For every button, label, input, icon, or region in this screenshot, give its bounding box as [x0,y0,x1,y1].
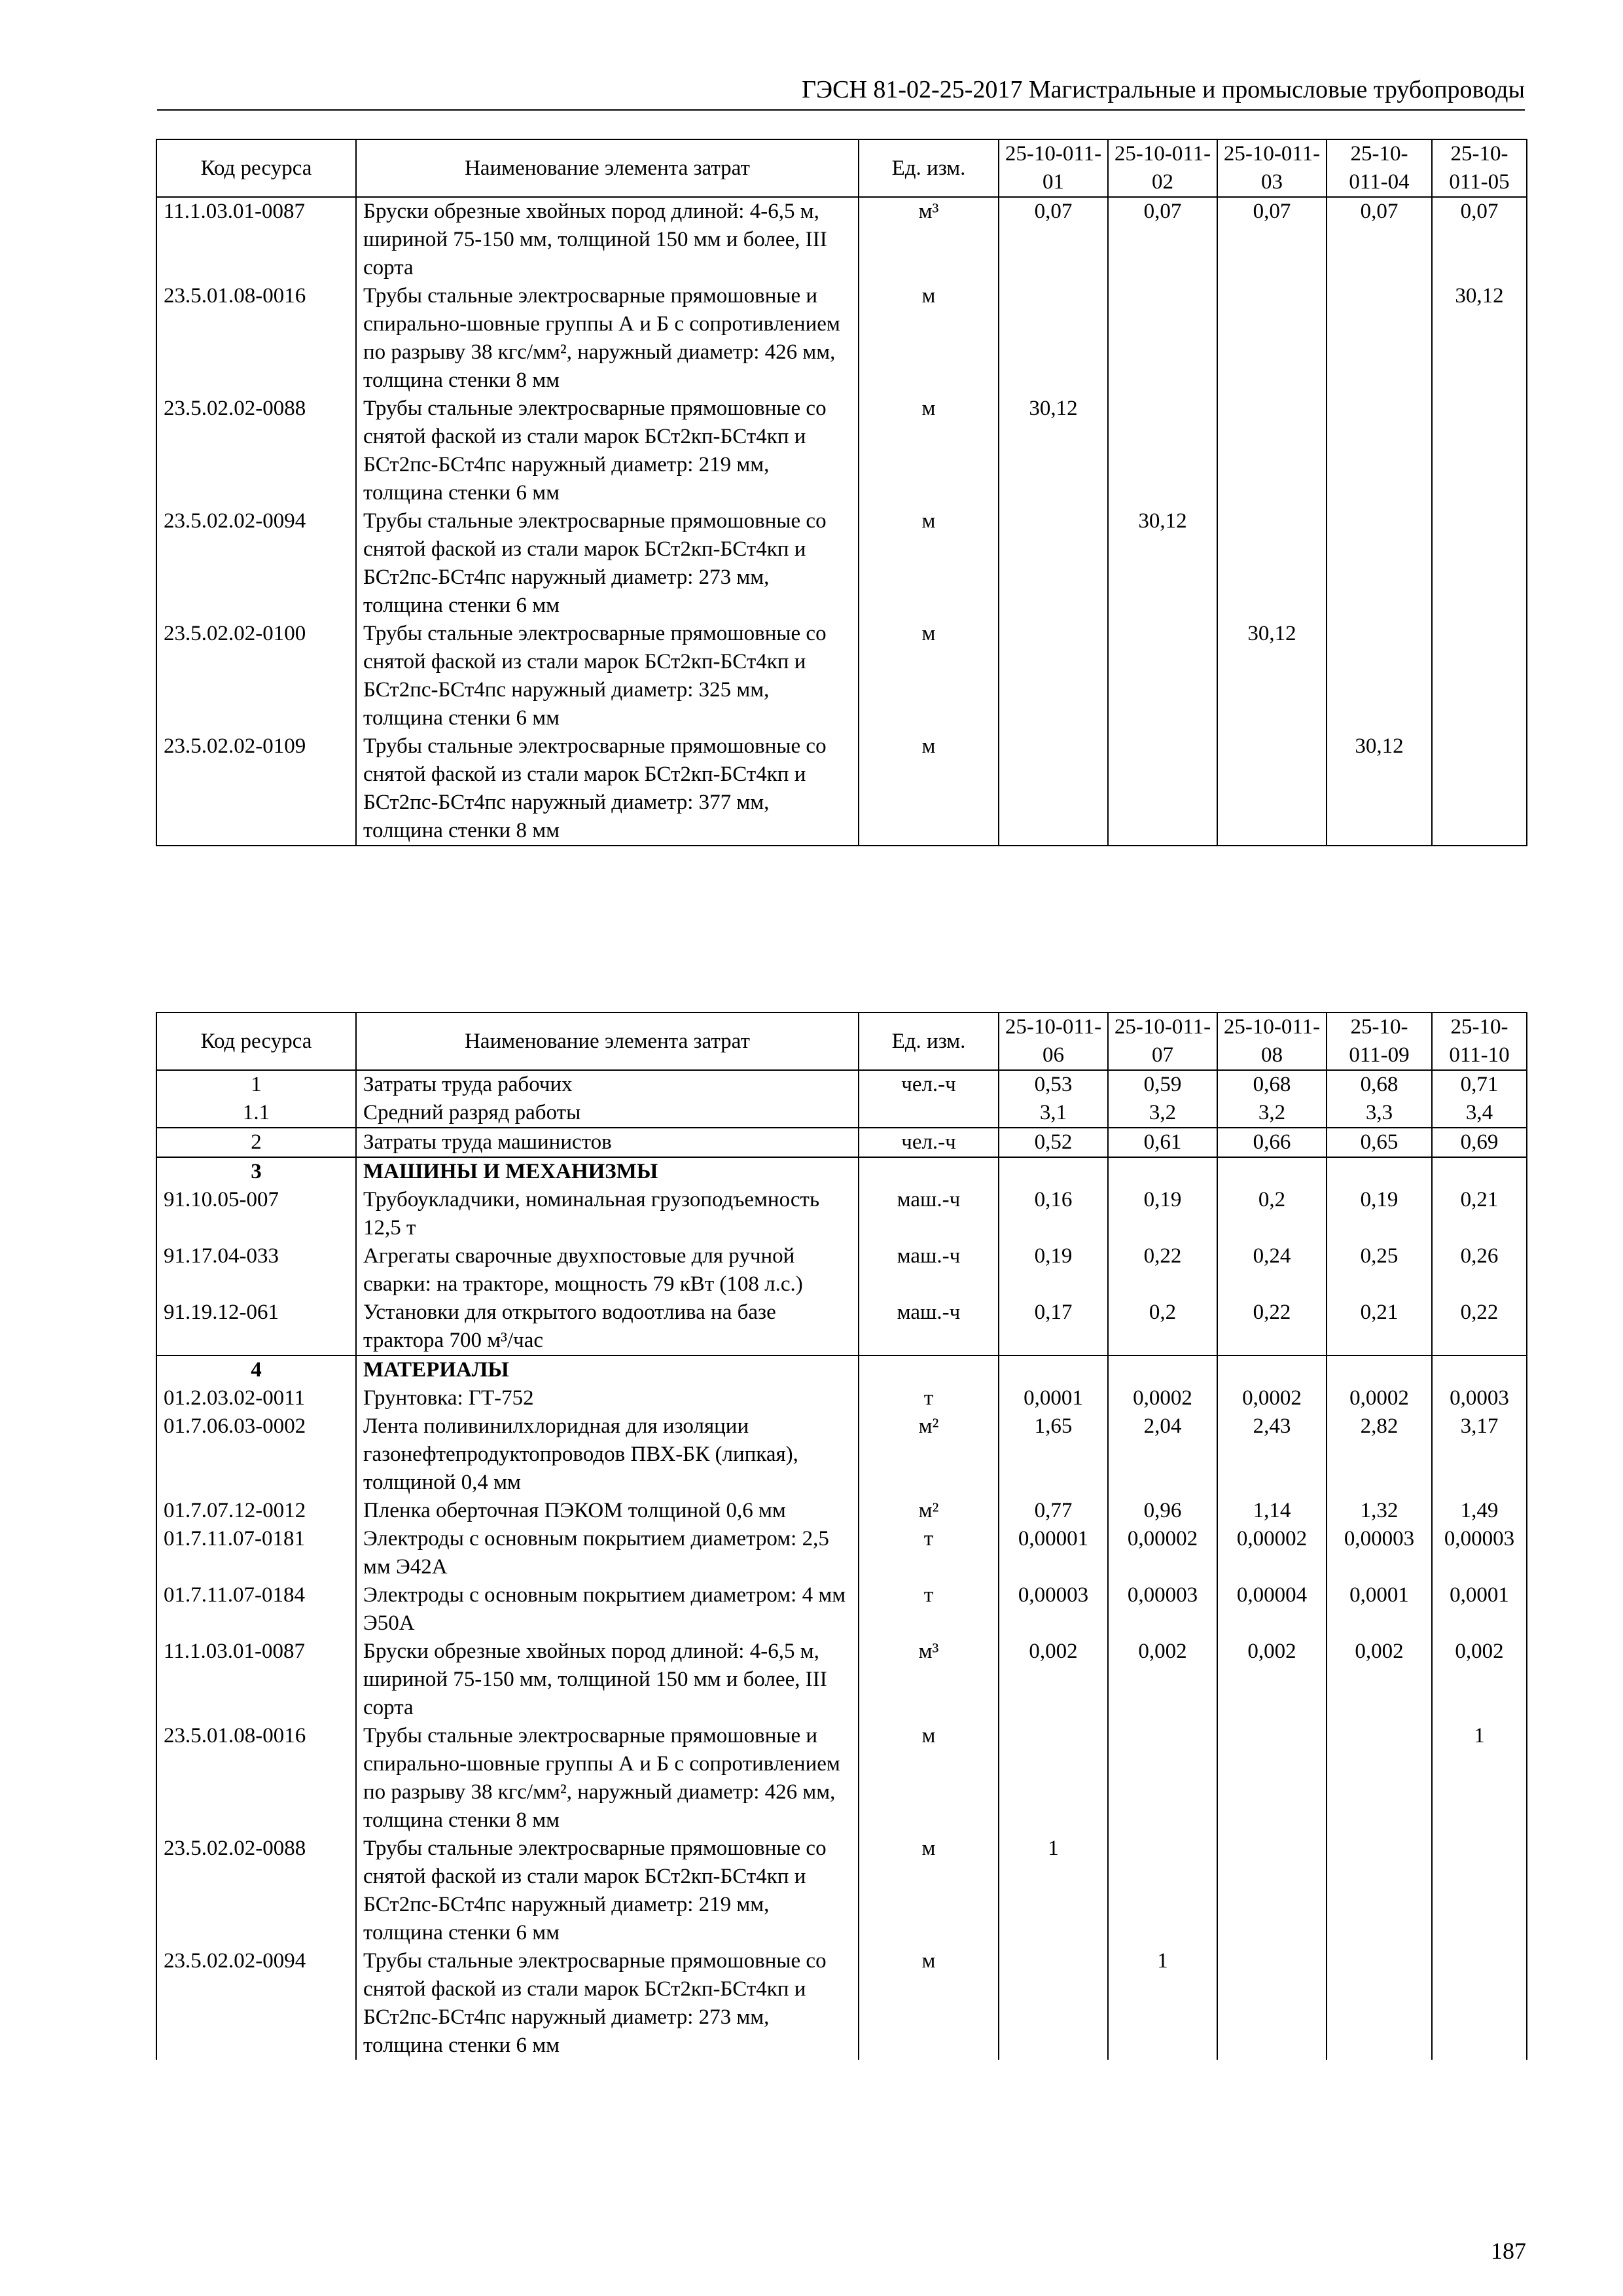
value-cell [1327,1835,1432,1947]
value-cell: 1 [1432,1722,1527,1835]
column-header-code: Код ресурса [156,1013,356,1070]
value-cell: 2,04 [1108,1412,1217,1497]
value-cell [999,1947,1108,2060]
resource-code-cell: 01.2.03.02-0011 [156,1384,356,1412]
value-cell: 0,17 [999,1299,1108,1355]
column-header-norm: 25-10-011-08 [1217,1013,1327,1070]
unit-cell: м [859,282,999,395]
value-cell [1108,732,1217,846]
value-cell: 0,22 [1217,1299,1327,1355]
value-cell: 0,69 [1432,1128,1527,1157]
value-cell: 0,21 [1432,1186,1527,1242]
table-row [156,1581,1527,1638]
resource-code-cell: 23.5.02.02-0109 [156,732,356,846]
value-cell: 0,2 [1217,1186,1327,1242]
value-cell [1217,395,1327,507]
column-header-unit: Ед. изм. [859,139,999,197]
value-cell: 0,002 [999,1638,1108,1722]
value-cell: 1,32 [1327,1497,1432,1525]
value-cell: 0,21 [1327,1299,1432,1355]
unit-cell: м² [859,1497,999,1525]
value-cell: 30,12 [1108,507,1217,620]
column-header-norm: 25-10-011-09 [1327,1013,1432,1070]
value-cell: 2,82 [1327,1412,1432,1497]
resource-code-cell: 23.5.02.02-0094 [156,507,356,620]
value-cell: 1 [1108,1947,1217,2060]
resource-code-cell: 4 [156,1355,356,1384]
resource-name-cell: Трубы стальные электросварные прямошовные и спирально-шовные группы А и Б с сопротивлением по разрыву 38 кгс/мм², наружный диаметр: 426 мм, толщина стенки 8 мм [356,282,859,395]
value-cell [1217,1157,1327,1186]
value-cell [999,1157,1108,1186]
unit-cell [859,1157,999,1186]
unit-cell: м [859,1722,999,1835]
table-row [156,620,1527,732]
resource-name-cell: Пленка оберточная ПЭКОМ толщиной 0,6 мм [356,1497,859,1525]
value-cell [1432,507,1527,620]
value-cell [1108,620,1217,732]
value-cell [1327,1355,1432,1384]
unit-cell: м [859,732,999,846]
value-cell: 3,2 [1217,1099,1327,1128]
value-cell [1327,395,1432,507]
value-cell: 0,07 [1108,197,1217,282]
unit-cell: чел.-ч [859,1128,999,1157]
table-row [156,282,1527,395]
value-cell [1217,1835,1327,1947]
value-cell: 3,17 [1432,1412,1527,1497]
table-row [156,1638,1527,1722]
value-cell: 0,52 [999,1128,1108,1157]
table-row [156,1412,1527,1497]
resource-code-cell: 01.7.06.03-0002 [156,1412,356,1497]
value-cell: 3,1 [999,1099,1108,1128]
table-row [156,197,1527,282]
table-row [156,395,1527,507]
table-row [156,1299,1527,1355]
table-row [156,1835,1527,1947]
value-cell: 0,19 [1108,1186,1217,1242]
table-row [156,1099,1527,1128]
column-header-norm: 25-10-011-05 [1432,139,1527,197]
value-cell: 0,22 [1108,1242,1217,1299]
resource-name-cell: Лента поливинилхлоридная для изоляции газонефтепродуктопроводов ПВХ-БК (липкая), толщиной 0,4 мм [356,1412,859,1497]
value-cell [1327,282,1432,395]
unit-cell: м [859,1947,999,2060]
page-number: 187 [1491,2238,1526,2264]
unit-cell: м³ [859,197,999,282]
resource-code-cell: 91.17.04-033 [156,1242,356,1299]
column-header-code: Код ресурса [156,139,356,197]
resource-name-cell: Трубоукладчики, номинальная грузоподъемность 12,5 т [356,1186,859,1242]
unit-cell [859,1355,999,1384]
value-cell: 0,0002 [1217,1384,1327,1412]
resource-code-cell: 23.5.01.08-0016 [156,1722,356,1835]
value-cell: 0,0002 [1108,1384,1217,1412]
value-cell: 0,25 [1327,1242,1432,1299]
unit-cell [859,1099,999,1128]
resource-name-cell: Трубы стальные электросварные прямошовные и спирально-шовные группы А и Б с сопротивлением по разрыву 38 кгс/мм², наружный диаметр: 426 мм, толщина стенки 8 мм [356,1722,859,1835]
value-cell: 0,002 [1217,1638,1327,1722]
value-cell: 0,66 [1217,1128,1327,1157]
resource-name-cell: Трубы стальные электросварные прямошовные со снятой фаской из стали марок БСт2кп-БСт4кп и БСт2пс-БСт4пс наружный диаметр: 219 мм, толщина стенки 6 мм [356,1835,859,1947]
resource-code-cell: 01.7.11.07-0181 [156,1525,356,1581]
table-row [156,1070,1527,1099]
resource-code-cell: 01.7.07.12-0012 [156,1497,356,1525]
unit-cell: м [859,1835,999,1947]
value-cell [1108,1157,1217,1186]
value-cell [1327,1157,1432,1186]
resource-name-cell: Бруски обрезные хвойных пород длиной: 4-6,5 м, шириной 75-150 мм, толщиной 150 мм и более, III сорта [356,1638,859,1722]
page-header: ГЭСН 81-02-25-2017 Магистральные и промысловые трубопроводы [157,73,1525,111]
resource-name-cell: Трубы стальные электросварные прямошовные со снятой фаской из стали марок БСт2кп-БСт4кп и БСт2пс-БСт4пс наружный диаметр: 219 мм, толщина стенки 6 мм [356,395,859,507]
value-cell: 0,07 [999,197,1108,282]
value-cell [1432,1157,1527,1186]
resource-code-cell: 11.1.03.01-0087 [156,197,356,282]
value-cell: 0,0003 [1432,1384,1527,1412]
column-header-norm: 25-10-011-03 [1217,139,1327,197]
resource-code-cell: 23.5.02.02-0088 [156,395,356,507]
value-cell [1327,620,1432,732]
value-cell [999,732,1108,846]
value-cell [1108,282,1217,395]
value-cell: 0,00003 [999,1581,1108,1638]
table-row [156,1947,1527,2060]
value-cell [999,1722,1108,1835]
table-row [156,1384,1527,1412]
value-cell: 0,07 [1327,197,1432,282]
value-cell: 0,53 [999,1070,1108,1099]
unit-cell: маш.-ч [859,1299,999,1355]
column-header-norm: 25-10-011-01 [999,139,1108,197]
value-cell [1108,1835,1217,1947]
value-cell [1217,507,1327,620]
resource-code-cell: 1 [156,1070,356,1099]
value-cell: 3,4 [1432,1099,1527,1128]
value-cell: 0,0001 [1327,1581,1432,1638]
value-cell [999,507,1108,620]
value-cell: 0,00003 [1432,1525,1527,1581]
resource-name-cell: Затраты труда рабочих [356,1070,859,1099]
value-cell: 0,68 [1327,1070,1432,1099]
unit-cell: м² [859,1412,999,1497]
column-header-norm: 25-10-011-06 [999,1013,1108,1070]
value-cell: 0,22 [1432,1299,1527,1355]
value-cell: 0,19 [1327,1186,1432,1242]
value-cell: 0,0001 [999,1384,1108,1412]
resource-code-cell: 2 [156,1128,356,1157]
table-row [156,507,1527,620]
value-cell [1108,1355,1217,1384]
value-cell [1108,1722,1217,1835]
value-cell: 0,59 [1108,1070,1217,1099]
value-cell [1217,1722,1327,1835]
value-cell: 0,002 [1432,1638,1527,1722]
column-header-unit: Ед. изм. [859,1013,999,1070]
value-cell: 0,71 [1432,1070,1527,1099]
table-row [156,1525,1527,1581]
value-cell [1432,732,1527,846]
resource-table-1 [156,139,1527,846]
table-row [156,1128,1527,1157]
value-cell [1432,395,1527,507]
value-cell: 3,3 [1327,1099,1432,1128]
value-cell [1108,395,1217,507]
table-row [156,1355,1527,1384]
value-cell: 0,26 [1432,1242,1527,1299]
value-cell: 1,65 [999,1412,1108,1497]
resource-code-cell: 91.19.12-061 [156,1299,356,1355]
table-header-row [156,1013,1527,1070]
resource-code-cell: 91.10.05-007 [156,1186,356,1242]
value-cell [1217,282,1327,395]
column-header-norm: 25-10-011-04 [1327,139,1432,197]
value-cell [999,1355,1108,1384]
value-cell [1432,1835,1527,1947]
value-cell [999,282,1108,395]
value-cell: 0,07 [1432,197,1527,282]
value-cell [1217,732,1327,846]
column-header-norm: 25-10-011-02 [1108,139,1217,197]
value-cell: 0,00003 [1327,1525,1432,1581]
table-row [156,1722,1527,1835]
unit-cell: чел.-ч [859,1070,999,1099]
value-cell: 0,07 [1217,197,1327,282]
value-cell: 0,0001 [1432,1581,1527,1638]
value-cell: 1 [999,1835,1108,1947]
table-header-row [156,139,1527,197]
resource-code-cell: 01.7.11.07-0184 [156,1581,356,1638]
resource-name-cell: МАТЕРИАЛЫ [356,1355,859,1384]
resource-code-cell: 23.5.02.02-0100 [156,620,356,732]
value-cell: 2,43 [1217,1412,1327,1497]
value-cell: 0,65 [1327,1128,1432,1157]
resource-name-cell: Трубы стальные электросварные прямошовные со снятой фаской из стали марок БСт2кп-БСт4кп и БСт2пс-БСт4пс наружный диаметр: 377 мм, толщина стенки 8 мм [356,732,859,846]
column-header-name: Наименование элемента затрат [356,139,859,197]
table-row [156,1157,1527,1186]
value-cell: 0,002 [1108,1638,1217,1722]
value-cell: 0,68 [1217,1070,1327,1099]
value-cell: 1,14 [1217,1497,1327,1525]
unit-cell: маш.-ч [859,1242,999,1299]
unit-cell: м [859,620,999,732]
value-cell [1432,1947,1527,2060]
value-cell: 0,00002 [1108,1525,1217,1581]
value-cell: 0,16 [999,1186,1108,1242]
value-cell: 0,00004 [1217,1581,1327,1638]
resource-name-cell: Электроды с основным покрытием диаметром: 4 мм Э50А [356,1581,859,1638]
resource-code-cell: 3 [156,1157,356,1186]
value-cell: 0,96 [1108,1497,1217,1525]
table-row [156,732,1527,846]
resource-code-cell: 23.5.02.02-0088 [156,1835,356,1947]
resource-name-cell: Установки для открытого водоотлива на базе трактора 700 м³/час [356,1299,859,1355]
value-cell: 0,00003 [1108,1581,1217,1638]
column-header-name: Наименование элемента затрат [356,1013,859,1070]
resource-code-cell: 23.5.02.02-0094 [156,1947,356,2060]
resource-name-cell: Электроды с основным покрытием диаметром: 2,5 мм Э42А [356,1525,859,1581]
value-cell: 1,49 [1432,1497,1527,1525]
resource-code-cell: 23.5.01.08-0016 [156,282,356,395]
value-cell: 0,19 [999,1242,1108,1299]
value-cell [1327,1947,1432,2060]
value-cell: 30,12 [1432,282,1527,395]
value-cell: 0,61 [1108,1128,1217,1157]
resource-name-cell: Бруски обрезные хвойных пород длиной: 4-6,5 м, шириной 75-150 мм, толщиной 150 мм и более, III сорта [356,197,859,282]
table-row [156,1242,1527,1299]
value-cell [1432,620,1527,732]
resource-name-cell: Затраты труда машинистов [356,1128,859,1157]
value-cell: 0,0002 [1327,1384,1432,1412]
unit-cell: маш.-ч [859,1186,999,1242]
value-cell: 0,002 [1327,1638,1432,1722]
value-cell: 0,00001 [999,1525,1108,1581]
unit-cell: т [859,1581,999,1638]
resource-name-cell: Грунтовка: ГТ-752 [356,1384,859,1412]
value-cell: 0,00002 [1217,1525,1327,1581]
resource-name-cell: Агрегаты сварочные двухпостовые для ручной сварки: на тракторе, мощность 79 кВт (108 л.с.) [356,1242,859,1299]
resource-name-cell: Трубы стальные электросварные прямошовные со снятой фаской из стали марок БСт2кп-БСт4кп и БСт2пс-БСт4пс наружный диаметр: 273 мм, толщина стенки 6 мм [356,1947,859,2060]
unit-cell: т [859,1384,999,1412]
column-header-norm: 25-10-011-07 [1108,1013,1217,1070]
table-row [156,1186,1527,1242]
value-cell: 30,12 [999,395,1108,507]
unit-cell: м³ [859,1638,999,1722]
value-cell: 30,12 [1217,620,1327,732]
value-cell: 30,12 [1327,732,1432,846]
resource-name-cell: МАШИНЫ И МЕХАНИЗМЫ [356,1157,859,1186]
resource-name-cell: Средний разряд работы [356,1099,859,1128]
value-cell: 0,2 [1108,1299,1217,1355]
value-cell: 0,24 [1217,1242,1327,1299]
unit-cell: т [859,1525,999,1581]
value-cell [1217,1355,1327,1384]
value-cell [1327,507,1432,620]
value-cell [1432,1355,1527,1384]
table-row [156,1497,1527,1525]
resource-name-cell: Трубы стальные электросварные прямошовные со снятой фаской из стали марок БСт2кп-БСт4кп и БСт2пс-БСт4пс наружный диаметр: 273 мм, толщина стенки 6 мм [356,507,859,620]
value-cell: 0,77 [999,1497,1108,1525]
resource-code-cell: 11.1.03.01-0087 [156,1638,356,1722]
value-cell [1217,1947,1327,2060]
value-cell: 3,2 [1108,1099,1217,1128]
resource-name-cell: Трубы стальные электросварные прямошовные со снятой фаской из стали марок БСт2кп-БСт4кп и БСт2пс-БСт4пс наружный диаметр: 325 мм, толщина стенки 6 мм [356,620,859,732]
unit-cell: м [859,507,999,620]
column-header-norm: 25-10-011-10 [1432,1013,1527,1070]
resource-code-cell: 1.1 [156,1099,356,1128]
value-cell [999,620,1108,732]
value-cell [1327,1722,1432,1835]
resource-table-2 [156,1012,1527,2060]
unit-cell: м [859,395,999,507]
